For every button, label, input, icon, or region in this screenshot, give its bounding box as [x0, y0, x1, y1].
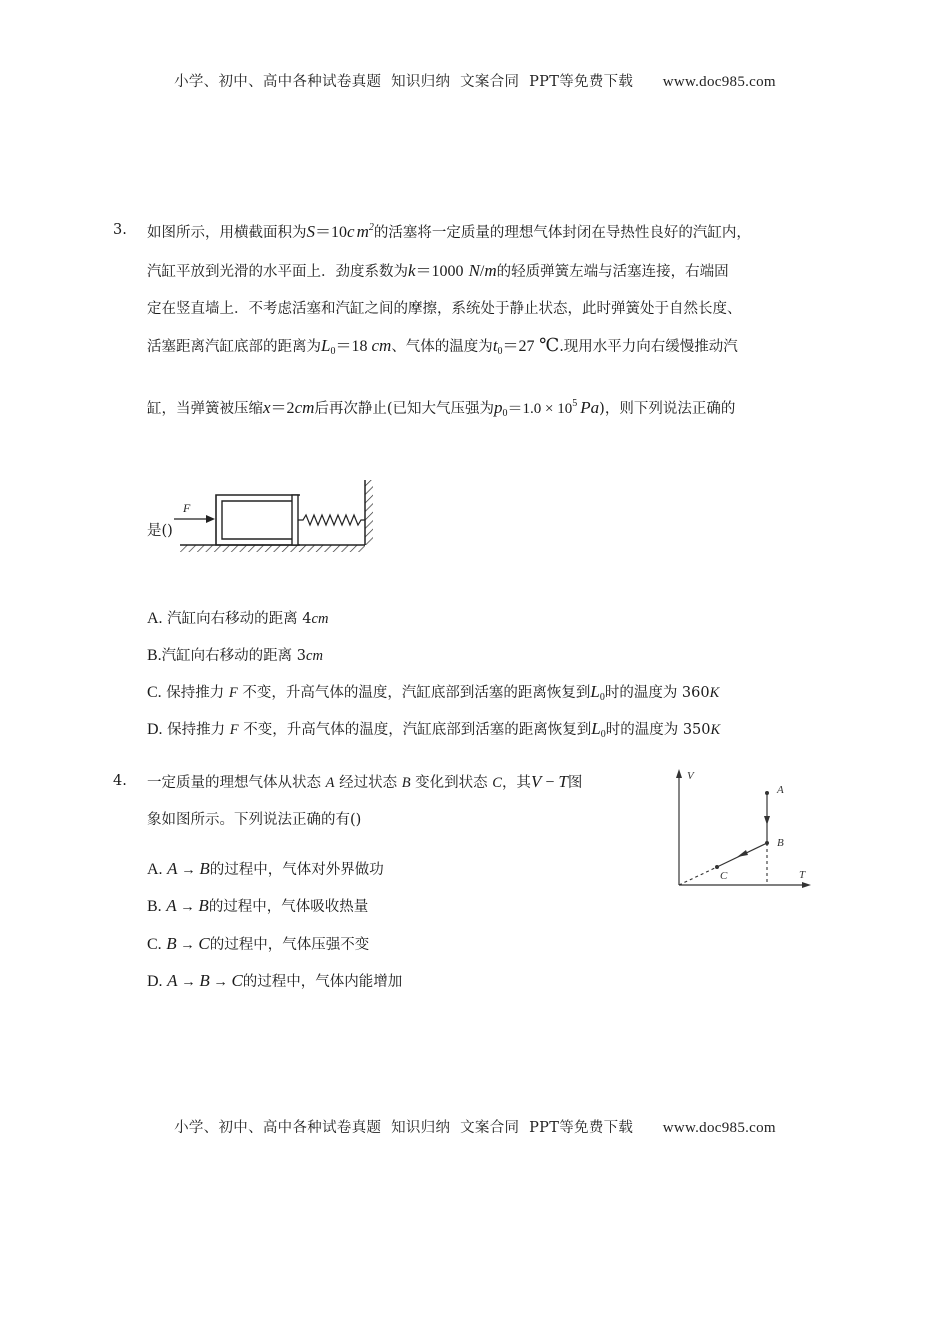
state: B [199, 971, 210, 990]
var-F: F [228, 685, 238, 701]
arrow: → [209, 974, 232, 990]
unit-K: K [709, 685, 720, 701]
state: A [167, 971, 178, 990]
option-text: 不变，升高气体的温度，汽缸底部到活塞的距离恢复到 [237, 685, 591, 701]
var-F: F [229, 722, 239, 738]
option-letter: C. [147, 684, 162, 701]
option-text: 时的温度为 360 [604, 685, 710, 701]
superscript: 2 [368, 222, 374, 233]
q4-text: 一定质量的理想气体从状态 [147, 775, 326, 791]
unit-c: c [347, 222, 355, 241]
q3-option-d[interactable] [147, 718, 720, 740]
q3-text: 的轻质弹簧左端与活塞连接，右端固 [496, 264, 729, 280]
var-t: t [492, 336, 498, 355]
state-B: B [401, 775, 411, 791]
subscript: 0 [599, 692, 605, 703]
point-c-label: C [720, 870, 728, 882]
state: B [198, 896, 209, 915]
superscript: 5 [572, 398, 578, 409]
var-S: S [306, 222, 315, 241]
option-text: 汽缸向右移动的距离 3 [161, 648, 307, 664]
unit-cm: cm [371, 336, 392, 355]
var-L0 [590, 682, 604, 701]
q3-text: 缸，当弹簧被压缩 [147, 401, 263, 417]
q4-option-b[interactable] [147, 895, 368, 916]
option-letter: A. [147, 610, 163, 627]
state: A [167, 859, 178, 878]
var-V: V [530, 772, 542, 791]
q3-line-1 [147, 219, 751, 242]
value: ＝27 [502, 338, 535, 355]
cylinder-outer [216, 495, 300, 545]
q4-option-d[interactable] [147, 970, 402, 991]
var-L: L [590, 682, 600, 701]
value: ＝1000 [415, 263, 464, 280]
origin-dashed-line [679, 867, 717, 885]
unit-cm: cm [306, 648, 323, 664]
unit-N: N [468, 261, 480, 280]
q3-text: 后再次静止(已知大气压强为 [314, 401, 495, 417]
q3-line-2 [147, 258, 729, 281]
option-text: 保持推力 [166, 685, 229, 701]
header-url[interactable]: www.doc985.com [662, 74, 776, 90]
piston [292, 495, 298, 545]
var-T: T [558, 772, 568, 791]
q3-text: 活塞距离汽缸底部的距离为 [147, 339, 321, 355]
ground-hatch [180, 545, 365, 552]
page-footer [0, 1116, 950, 1137]
q3-text: 如图所示，用横截面积为 [147, 225, 307, 241]
arrow-b-to-c [737, 850, 748, 857]
q4-line-1 [147, 771, 582, 792]
q3-cylinder-figure [172, 475, 377, 560]
var-k: k [408, 261, 416, 280]
q3-text: 汽缸平放到光滑的水平面上．劲度系数为 [147, 264, 408, 280]
q4-option-a[interactable] [147, 858, 384, 879]
value: ＝2 [270, 400, 295, 417]
value: ＝18 [335, 338, 368, 355]
subscript: 0 [330, 346, 336, 357]
force-label: F [183, 501, 191, 515]
q4-text: 经过状态 [334, 775, 402, 791]
cylinder-inner [222, 501, 292, 539]
option-letter: D. [147, 721, 163, 738]
v-axis-label: V [687, 770, 694, 782]
option-text: 不变，升高气体的温度，汽缸底部到活塞的距离恢复到 [238, 722, 592, 738]
unit-K: K [710, 722, 721, 738]
state-C: C [492, 775, 502, 791]
option-text: 时的温度为 350 [605, 722, 711, 738]
option-letter: B. [147, 898, 162, 915]
point-a [765, 791, 769, 795]
q4-text: ，其 [501, 775, 531, 791]
subscript: 0 [497, 346, 503, 357]
point-b [765, 841, 769, 845]
t-axis-label: T [799, 869, 806, 881]
q3-option-a[interactable] [147, 607, 328, 628]
wall-hatch [365, 480, 373, 545]
arrow: → [176, 937, 199, 953]
var-L0 [591, 719, 605, 738]
var-p: p [494, 398, 503, 417]
q3-option-b[interactable] [147, 644, 323, 665]
unit-celsius: ℃ [534, 335, 560, 355]
var-L: L [321, 336, 331, 355]
unit-m [357, 222, 374, 241]
q4-line-2: 象如图所示。下列说法正确的有() [147, 812, 362, 828]
unit-m: m [484, 261, 497, 280]
q3-option-c[interactable] [147, 681, 719, 703]
subscript: 0 [600, 729, 606, 740]
point-c [715, 865, 719, 869]
footer-url[interactable]: www.doc985.com [662, 1120, 776, 1136]
q3-line-5 [147, 395, 735, 419]
state: A [166, 896, 177, 915]
option-text: 汽缸向右移动的距离 4 [162, 611, 312, 627]
state: C [198, 934, 210, 953]
q3-line-4 [147, 333, 738, 357]
arrow-a-to-b [764, 816, 770, 825]
var-L: L [591, 719, 601, 738]
arrow: → [177, 974, 200, 990]
unit-m-letter: m [356, 222, 369, 241]
value: ＝10 [315, 224, 348, 241]
q3-line-3: 定在竖直墙上．不考虑活塞和汽缸之间的摩擦，系统处于静止状态，此时弹簧处于自然长度、 [147, 301, 742, 317]
option-text: 的过程中，气体内能增加 [242, 974, 403, 990]
force-arrowhead [206, 515, 215, 523]
q4-text: 变化到状态 [410, 775, 493, 791]
var-x: x [263, 398, 271, 417]
option-text: 保持推力 [167, 722, 230, 738]
q3-text: 的活塞将一定质量的理想气体封闭在导热性良好的汽缸内， [373, 225, 751, 241]
q3-text: .现用水平力向右缓慢推动汽 [559, 339, 738, 355]
v-axis-arrowhead [676, 769, 682, 778]
q4-text: 图 [567, 775, 583, 791]
q4-vt-graph [665, 765, 820, 895]
option-text: 的过程中，气体压强不变 [209, 937, 370, 953]
q3-text: )，则下列说法正确的 [599, 401, 736, 417]
subscript: 0 [502, 408, 508, 419]
q4-number: 4. [113, 773, 127, 789]
page-header [0, 70, 950, 91]
q4-option-c[interactable] [147, 933, 369, 954]
var-t0 [493, 336, 503, 355]
unit-cm: cm [294, 398, 315, 417]
arrow: → [176, 899, 199, 915]
option-letter: C. [147, 936, 162, 953]
q3-number: 3. [113, 222, 127, 238]
state-A: A [325, 775, 335, 791]
unit-Pa: Pa [580, 398, 600, 417]
q3-text: 、气体的温度为 [391, 339, 493, 355]
option-text: 的过程中，气体吸收热量 [208, 899, 369, 915]
point-b-label: B [777, 837, 784, 849]
arrow: → [177, 862, 200, 878]
unit-cm: cm [311, 611, 329, 627]
state: B [199, 859, 210, 878]
pressure-value [507, 398, 578, 417]
footer-text: 小学、初中、高中各种试卷真题 知识归纳 文案合同 PPT等免费下载 [174, 1120, 634, 1136]
t-axis-arrowhead [802, 882, 811, 888]
spring [298, 515, 365, 525]
var-L0 [321, 336, 335, 355]
var-p0 [494, 398, 508, 417]
option-text: 的过程中，气体对外界做功 [209, 862, 384, 878]
q3-line-6: 是() [147, 523, 173, 539]
header-text: 小学、初中、高中各种试卷真题 知识归纳 文案合同 PPT等免费下载 [174, 74, 634, 90]
option-letter: B. [147, 647, 162, 664]
state: B [166, 934, 177, 953]
state: C [231, 971, 243, 990]
point-a-label: A [777, 784, 784, 796]
value: ＝1.0 × 10 [507, 401, 573, 417]
option-letter: A. [147, 861, 163, 878]
slash: / [479, 263, 485, 280]
minus-sign: − [541, 774, 559, 791]
option-letter: D. [147, 973, 163, 990]
